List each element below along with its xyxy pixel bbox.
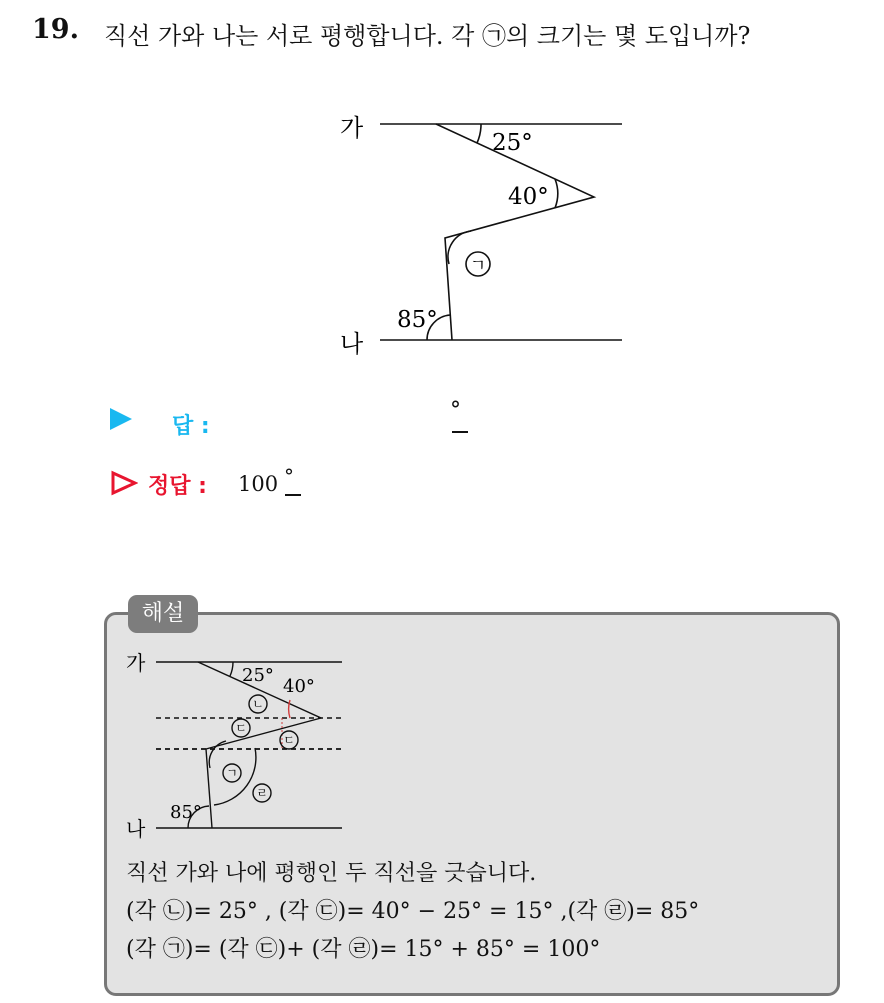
answer-unit: ° xyxy=(450,398,461,423)
angle-target-label: ㄱ xyxy=(469,256,487,276)
line-top-label: 가 xyxy=(340,114,364,142)
explanation-tab: 해설 xyxy=(128,595,198,633)
angle-bottom-label: 85° xyxy=(397,307,438,333)
expl-angle-middle: 40° xyxy=(283,676,315,697)
expl-angle-bottom: 85° xyxy=(170,802,202,823)
explanation-line-2: (각 ㉡)= 25° , (각 ㉢)= 40° − 25° = 15° ,(각 ㉣)= 85° xyxy=(126,899,700,924)
expl-mark-b: ㄴ xyxy=(252,697,264,711)
correct-answer-value: 100 xyxy=(238,472,279,496)
question-text: 직선 가와 나는 서로 평행합니다. 각 ㉠의 크기는 몇 도입니까? xyxy=(104,22,751,50)
angle-top-label: 25° xyxy=(492,130,533,156)
explanation-line-1: 직선 가와 나에 평행인 두 직선을 긋습니다. xyxy=(126,861,537,886)
expl-line-bottom-label: 나 xyxy=(126,817,146,841)
expl-arc-middle xyxy=(289,700,290,718)
line-bottom-label: 나 xyxy=(340,330,364,358)
explanation-line-3: (각 ㉠)= (각 ㉢)+ (각 ㉣)= 15° + 85° = 100° xyxy=(126,937,601,962)
correct-answer-unit: ° xyxy=(284,464,294,488)
expl-mark-d: ㄹ xyxy=(256,786,268,800)
expl-mark-c1: ㄷ xyxy=(235,721,247,735)
question-number: 19. xyxy=(32,14,79,45)
answer-label: 답 : xyxy=(172,414,210,439)
expl-angle-top: 25° xyxy=(242,665,274,686)
expl-arc-a xyxy=(209,741,226,768)
angle-middle-label: 40° xyxy=(508,184,549,210)
expl-arc-top xyxy=(230,662,233,676)
correct-answer-label: 정답 : xyxy=(148,474,207,499)
expl-line-top-label: 가 xyxy=(126,651,146,675)
expl-mark-c2: ㄷ xyxy=(283,733,295,747)
expl-mark-a: ㄱ xyxy=(226,766,238,780)
